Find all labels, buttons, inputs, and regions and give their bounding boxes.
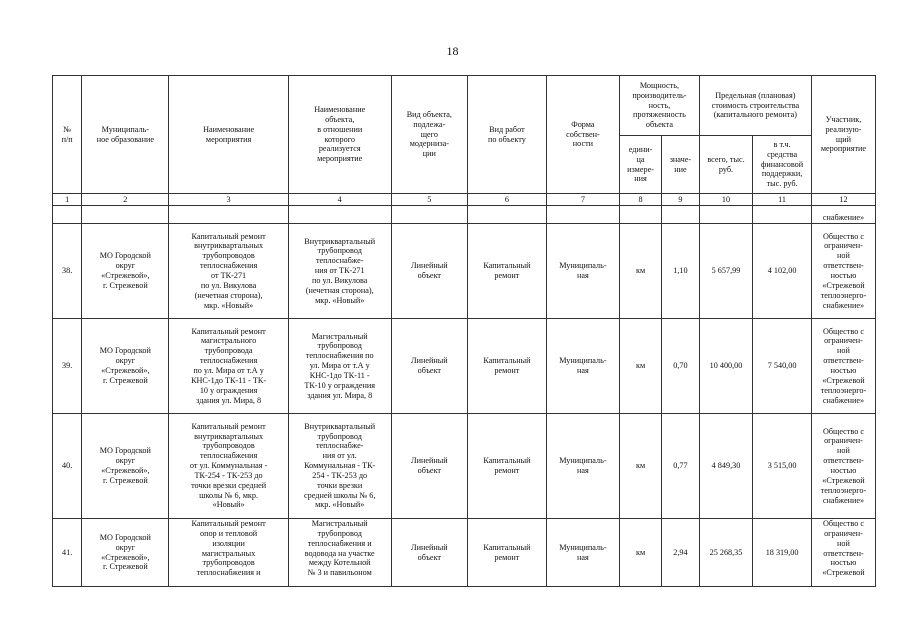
row-municipality: МО Городской округ «Стрежевой», г. Стрежевой xyxy=(82,224,169,319)
col-number: 1 xyxy=(53,194,82,206)
header-municipality: Муниципаль- ное образование xyxy=(82,76,169,194)
col-number: 6 xyxy=(468,194,547,206)
row-event: Капитальный ремонт внутриквартальных трубопроводов теплоснабжения от ТК-271 по ул. Викулова (нечетная сторона), мкр. «Новый» xyxy=(169,224,289,319)
col-number: 3 xyxy=(169,194,289,206)
row-participant: Общество с ограничен- ной ответствен- ностью «Стрежевой теплоэнерго- снабжение» xyxy=(811,319,875,414)
header-num: № п/п xyxy=(53,76,82,194)
row-event: Капитальный ремонт магистрального трубопровода теплоснабжения по ул. Мира от т.А у КНС-1до ТК-11 - ТК- 10 у ограждения здания ул. Мира, 8 xyxy=(169,319,289,414)
row-participant: Общество с ограничен- ной ответствен- ностью «Стрежевой теплоэнерго- снабжение» xyxy=(811,414,875,519)
header-work-type: Вид работ по объекту xyxy=(468,76,547,194)
col-number: 7 xyxy=(546,194,619,206)
row-event: Капитальный ремонт опор и тепловой изоляции магистральных трубопроводов теплоснабжения и xyxy=(169,519,289,587)
header-object-name: Наименование объекта, в отношении которого реализуется мероприятие xyxy=(288,76,391,194)
row-ownership: Муниципаль- ная xyxy=(546,224,619,319)
row-value: 0,70 xyxy=(662,319,700,414)
header-unit: едини- ца измере- ния xyxy=(620,136,662,194)
row-cost-support: 3 515,00 xyxy=(753,414,812,519)
row-value: 1,10 xyxy=(662,224,700,319)
header-value: значе- ние xyxy=(662,136,700,194)
col-number: 2 xyxy=(82,194,169,206)
table-row xyxy=(53,519,876,587)
row-object-type: Линейный объект xyxy=(391,224,468,319)
row-object-type: Линейный объект xyxy=(391,319,468,414)
row-unit: км xyxy=(620,224,662,319)
row-value: 2,94 xyxy=(662,519,700,587)
row-work-type: Капитальный ремонт xyxy=(468,519,547,587)
continuation-row xyxy=(53,206,876,224)
col-number: 11 xyxy=(753,194,812,206)
header-cost: Предельная (плановая) стоимость строительства (капитального ремонта) xyxy=(699,76,811,136)
row-object: Внутриквартальный трубопровод теплоснабже- ния от ТК-271 по ул. Викулова (нечетная сторона), мкр. «Новый» xyxy=(288,224,391,319)
table-row xyxy=(53,319,876,414)
col-number: 10 xyxy=(699,194,752,206)
column-number-row xyxy=(53,194,876,206)
row-num: 38. xyxy=(53,224,82,319)
row-ownership: Муниципаль- ная xyxy=(546,319,619,414)
col-number: 5 xyxy=(391,194,468,206)
row-object: Магистральный трубопровод теплоснабжения и водовода на участке между Котельной № 3 и павильоном xyxy=(288,519,391,587)
row-object-type: Линейный объект xyxy=(391,519,468,587)
header-capacity: Мощность, производитель- ность, протяженность объекта xyxy=(620,76,700,136)
table-row xyxy=(53,224,876,319)
row-cost-total: 5 657,99 xyxy=(699,224,752,319)
row-unit: км xyxy=(620,414,662,519)
row-cost-support: 18 319,00 xyxy=(753,519,812,587)
row-municipality: МО Городской округ «Стрежевой», г. Стрежевой xyxy=(82,414,169,519)
col-number: 12 xyxy=(811,194,875,206)
row-object-type: Линейный объект xyxy=(391,414,468,519)
row-event: Капитальный ремонт внутриквартальных трубопроводов теплоснабжения от ул. Коммунальная - ТК-254 - ТК-253 до точки врезки средней школы № 6, мкр. «Новый» xyxy=(169,414,289,519)
header-cost-total: всего, тыс. руб. xyxy=(699,136,752,194)
row-object: Внутриквартальный трубопровод теплоснабже- ния от ул. Коммунальная - ТК- 254 - ТК-253 до точки врезки средней школы № 6, мкр. «Новый» xyxy=(288,414,391,519)
investment-program-table xyxy=(52,75,876,587)
row-num: 40. xyxy=(53,414,82,519)
header-ownership: Форма собствен- ности xyxy=(546,76,619,194)
row-num: 39. xyxy=(53,319,82,414)
page-number: 18 xyxy=(446,44,459,58)
header-participant: Участник, реализую- щий мероприятие xyxy=(811,76,875,194)
col-number: 4 xyxy=(288,194,391,206)
row-unit: км xyxy=(620,319,662,414)
row-value: 0,77 xyxy=(662,414,700,519)
row-ownership: Муниципаль- ная xyxy=(546,519,619,587)
row-cost-support: 7 540,00 xyxy=(753,319,812,414)
table-row xyxy=(53,414,876,519)
header-object-type: Вид объекта, подлежа- щего модерниза- ции xyxy=(391,76,468,194)
header-row-1 xyxy=(53,76,876,136)
row-cost-support: 4 102,00 xyxy=(753,224,812,319)
row-participant: Общество с ограничен- ной ответствен- ностью «Стрежевой xyxy=(811,519,875,587)
row-unit: км xyxy=(620,519,662,587)
row-object: Магистральный трубопровод теплоснабжения по ул. Мира от т.А у КНС-1до ТК-11 - ТК-10 у ограждения здания ул. Мира, 8 xyxy=(288,319,391,414)
row-cost-total: 4 849,30 xyxy=(699,414,752,519)
row-municipality: МО Городской округ «Стрежевой», г. Стрежевой xyxy=(82,319,169,414)
row-work-type: Капитальный ремонт xyxy=(468,414,547,519)
row-work-type: Капитальный ремонт xyxy=(468,224,547,319)
row-cost-total: 25 268,35 xyxy=(699,519,752,587)
col-number: 8 xyxy=(620,194,662,206)
header-event-name: Наименование мероприятия xyxy=(169,76,289,194)
row-municipality: МО Городской округ «Стрежевой», г. Стрежевой xyxy=(82,519,169,587)
row-work-type: Капитальный ремонт xyxy=(468,319,547,414)
col-number: 9 xyxy=(662,194,700,206)
row-cost-total: 10 400,00 xyxy=(699,319,752,414)
row-participant: Общество с ограничен- ной ответствен- ностью «Стрежевой теплоэнерго- снабжение» xyxy=(811,224,875,319)
header-cost-support: в т.ч. средства финансовой поддержки, тыс. руб. xyxy=(753,136,812,194)
row-num: 41. xyxy=(53,519,82,587)
row-ownership: Муниципаль- ная xyxy=(546,414,619,519)
continuation-text: снабжение» xyxy=(811,206,875,224)
